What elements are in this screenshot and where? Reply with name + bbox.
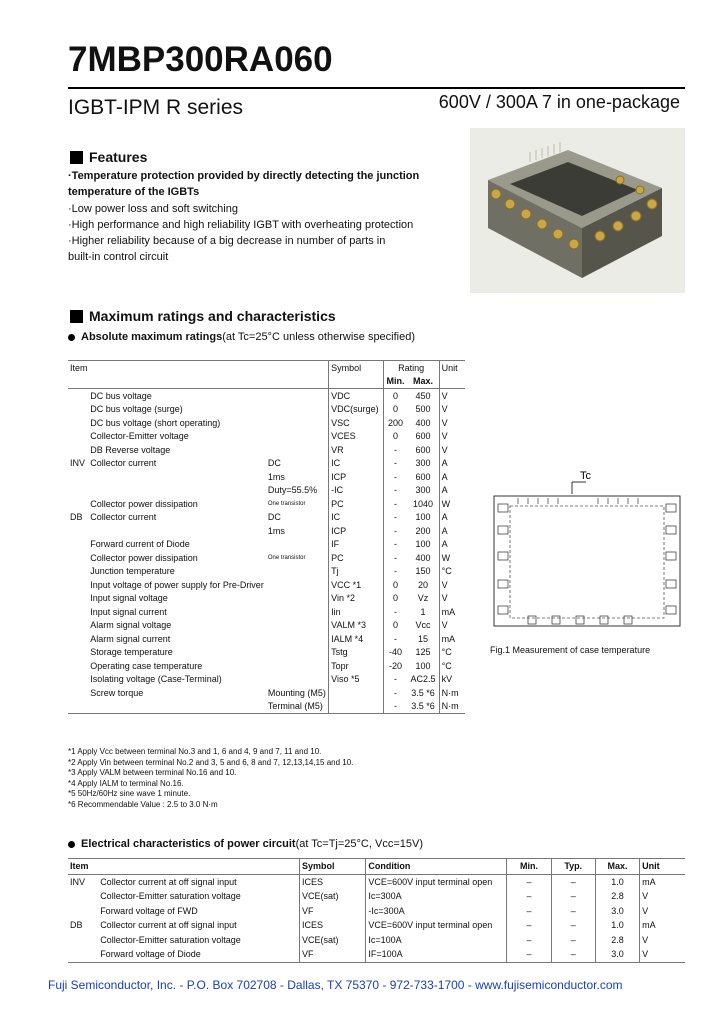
condition-cell: One transistor bbox=[267, 554, 306, 561]
ratings-row bbox=[68, 389, 465, 403]
symbol-cell: VCE(sat) bbox=[299, 933, 365, 948]
ratings-row bbox=[68, 700, 465, 714]
symbol-cell: VF bbox=[299, 904, 365, 919]
group-cell bbox=[68, 497, 88, 511]
max-cell: AC2.5 bbox=[410, 674, 436, 685]
min-cell: - bbox=[383, 470, 407, 484]
unit-cell: N·m bbox=[439, 700, 465, 714]
max-cell: 600 bbox=[415, 471, 431, 482]
symbol-cell: IC bbox=[329, 457, 384, 471]
group-cell bbox=[68, 889, 98, 904]
symbol-cell: VF bbox=[299, 947, 365, 962]
unit-cell: °C bbox=[439, 646, 465, 660]
abs-max-heading-text: Absolute maximum ratings bbox=[81, 331, 223, 343]
abs-max-condition: (at Tc=25°C unless otherwise specified) bbox=[222, 331, 416, 343]
ratings-row bbox=[68, 524, 465, 538]
feature-item: ·High performance and high reliability IGBT with overheating protection bbox=[68, 218, 414, 231]
unit-cell: kV bbox=[439, 673, 465, 687]
symbol-cell: ICP bbox=[329, 470, 384, 484]
max-cell: Vcc bbox=[415, 620, 431, 631]
item-cell: Collector-Emitter saturation voltage bbox=[100, 891, 241, 902]
max-cell: 1 bbox=[420, 606, 426, 617]
max-cell: 3.5 *6 bbox=[411, 701, 435, 712]
max-cell: 3.5 *6 bbox=[411, 687, 435, 698]
col-rating: Rating bbox=[383, 361, 439, 375]
item-cell: Storage temperature bbox=[90, 647, 173, 658]
group-cell bbox=[68, 646, 88, 660]
condition-cell: DC bbox=[267, 458, 281, 469]
condition-cell bbox=[266, 389, 329, 403]
condition-cell bbox=[266, 659, 329, 673]
condition-cell bbox=[266, 430, 329, 444]
col-unit: Unit bbox=[439, 361, 465, 375]
condition-cell bbox=[266, 619, 329, 633]
symbol-cell: VR bbox=[329, 443, 384, 457]
symbol-cell bbox=[329, 686, 384, 700]
item-cell bbox=[88, 700, 266, 714]
group-cell bbox=[68, 443, 88, 457]
min-cell: – bbox=[507, 918, 551, 933]
feature-item: ·Higher reliability because of a big decrease in number of parts in bbox=[68, 235, 386, 248]
abs-max-heading bbox=[68, 331, 415, 343]
col-item: Item bbox=[70, 362, 88, 373]
unit-cell: A bbox=[439, 484, 465, 498]
electrical-row bbox=[68, 889, 685, 904]
max-cell: 450 bbox=[415, 390, 431, 401]
min-cell: 0 bbox=[383, 592, 407, 606]
item-cell: Screw torque bbox=[90, 687, 144, 698]
item-cell bbox=[88, 524, 266, 538]
condition-cell bbox=[266, 578, 329, 592]
ratings-row bbox=[68, 578, 465, 592]
max-cell: 1.0 bbox=[595, 918, 639, 933]
ratings-row bbox=[68, 497, 465, 511]
footnote: *4 Apply IALM to terminal No.16. bbox=[68, 778, 184, 788]
part-number-title: 7MBP300RA060 bbox=[68, 40, 333, 79]
feature-item: ·Low power loss and soft switching bbox=[68, 202, 238, 215]
unit-cell: N·m bbox=[439, 686, 465, 700]
condition-cell: 1ms bbox=[267, 525, 285, 536]
symbol-cell: IF bbox=[329, 538, 384, 552]
condition-cell bbox=[266, 632, 329, 646]
max-cell: Vz bbox=[417, 593, 429, 604]
symbol-cell: Tstg bbox=[329, 646, 384, 660]
col-symbol: Symbol bbox=[299, 859, 365, 875]
unit-cell: mA bbox=[640, 874, 685, 889]
item-cell: Collector-Emitter saturation voltage bbox=[100, 934, 241, 945]
symbol-cell: Iin bbox=[329, 605, 384, 619]
item-cell: Operating case temperature bbox=[90, 660, 203, 671]
min-cell: 200 bbox=[383, 416, 407, 430]
ratings-row bbox=[68, 403, 465, 417]
symbol-cell: VDC(surge) bbox=[329, 403, 384, 417]
group-cell: INV bbox=[70, 876, 86, 887]
min-cell: - bbox=[383, 457, 407, 471]
round-bullet-icon bbox=[68, 334, 75, 341]
ratings-row bbox=[68, 646, 465, 660]
min-cell: - bbox=[383, 511, 407, 525]
unit-cell: V bbox=[439, 619, 465, 633]
group-cell bbox=[68, 403, 88, 417]
max-cell: 125 bbox=[415, 647, 431, 658]
min-cell: – bbox=[507, 947, 551, 962]
symbol-cell: VSC bbox=[329, 416, 384, 430]
typ-cell: – bbox=[551, 918, 595, 933]
condition-cell: Ic=300A bbox=[366, 889, 507, 904]
abs-max-table bbox=[68, 360, 465, 714]
feature-item: built-in control circuit bbox=[68, 251, 169, 264]
max-cell: 300 bbox=[415, 485, 431, 496]
ratings-row bbox=[68, 551, 465, 565]
min-cell: – bbox=[507, 904, 551, 919]
unit-cell: mA bbox=[439, 632, 465, 646]
group-cell bbox=[68, 673, 88, 687]
col-min: Min. bbox=[507, 859, 551, 875]
item-cell: Collector current at off signal input bbox=[100, 920, 237, 931]
unit-cell: W bbox=[439, 551, 465, 565]
ratings-row bbox=[68, 673, 465, 687]
electrical-heading bbox=[68, 838, 423, 850]
ratings-row bbox=[68, 592, 465, 606]
min-cell: - bbox=[383, 565, 407, 579]
electrical-row bbox=[68, 947, 685, 962]
condition-cell bbox=[266, 592, 329, 606]
unit-cell: °C bbox=[439, 659, 465, 673]
item-cell: Input signal current bbox=[90, 606, 167, 617]
ratings-row bbox=[68, 619, 465, 633]
features-list bbox=[68, 168, 428, 266]
col-max: Max. bbox=[413, 376, 434, 387]
group-cell bbox=[68, 947, 98, 962]
min-cell: - bbox=[383, 700, 407, 714]
footnote: *2 Apply Vin between terminal No.2 and 3, 5 and 6, 8 and 7, 12,13,14,15 and 10. bbox=[68, 757, 354, 767]
item-cell: Forward current of Diode bbox=[90, 539, 190, 550]
ratings-row bbox=[68, 511, 465, 525]
unit-cell: V bbox=[439, 430, 465, 444]
max-cell: 3.0 bbox=[595, 947, 639, 962]
max-cell: 150 bbox=[415, 566, 431, 577]
group-cell bbox=[68, 430, 88, 444]
group-cell bbox=[68, 933, 98, 948]
condition-cell bbox=[266, 565, 329, 579]
max-cell: 100 bbox=[415, 512, 431, 523]
max-cell: 400 bbox=[415, 552, 431, 563]
typ-cell: – bbox=[551, 933, 595, 948]
max-cell: 2.8 bbox=[595, 889, 639, 904]
item-cell: DB Reverse voltage bbox=[90, 444, 171, 455]
col-unit: Unit bbox=[640, 859, 685, 875]
condition-cell bbox=[266, 673, 329, 687]
item-cell: Collector current bbox=[90, 512, 157, 523]
item-cell: Input voltage of power supply for Pre-Driver bbox=[90, 579, 264, 590]
min-cell: 0 bbox=[383, 578, 407, 592]
series-label: IGBT-IPM R series bbox=[68, 96, 244, 119]
condition-cell bbox=[266, 538, 329, 552]
symbol-cell: VALM *3 bbox=[329, 619, 384, 633]
group-cell bbox=[68, 686, 88, 700]
max-cell: 400 bbox=[415, 417, 431, 428]
condition-cell: One transistor bbox=[267, 500, 306, 507]
group-cell bbox=[68, 524, 88, 538]
unit-cell: V bbox=[439, 416, 465, 430]
unit-cell: A bbox=[439, 538, 465, 552]
group-cell: INV bbox=[70, 458, 86, 469]
condition-cell: Terminal (M5) bbox=[267, 701, 323, 712]
condition-cell bbox=[266, 443, 329, 457]
col-item: Item bbox=[70, 861, 89, 872]
symbol-cell: ICP bbox=[329, 524, 384, 538]
ratings-row bbox=[68, 659, 465, 673]
min-cell: – bbox=[507, 874, 551, 889]
unit-cell: V bbox=[439, 578, 465, 592]
group-cell bbox=[68, 484, 88, 498]
condition-cell: Duty=55.5% bbox=[267, 485, 318, 496]
condition-cell: Ic=100A bbox=[366, 933, 507, 948]
item-cell: Collector-Emitter voltage bbox=[90, 431, 189, 442]
max-cell: 300 bbox=[415, 458, 431, 469]
ratings-row bbox=[68, 443, 465, 457]
group-cell bbox=[68, 632, 88, 646]
min-cell: - bbox=[383, 551, 407, 565]
group-cell bbox=[68, 565, 88, 579]
col-symbol: Symbol bbox=[329, 361, 384, 375]
round-bullet-icon bbox=[68, 841, 75, 848]
symbol-cell: PC bbox=[329, 497, 384, 511]
max-cell: 1040 bbox=[413, 498, 434, 509]
feature-item: temperature of the IGBTs bbox=[68, 186, 200, 199]
symbol-cell: Viso *5 bbox=[329, 673, 384, 687]
electrical-row bbox=[68, 874, 685, 889]
group-cell bbox=[68, 538, 88, 552]
max-cell: 500 bbox=[415, 404, 431, 415]
min-cell: 0 bbox=[383, 389, 407, 403]
symbol-cell: VCES bbox=[329, 430, 384, 444]
max-ratings-heading bbox=[70, 308, 336, 324]
symbol-cell: VCC *1 bbox=[329, 578, 384, 592]
symbol-cell: Tj bbox=[329, 565, 384, 579]
typ-cell: – bbox=[551, 874, 595, 889]
item-cell bbox=[88, 470, 266, 484]
max-cell: 600 bbox=[415, 431, 431, 442]
unit-cell: V bbox=[640, 904, 685, 919]
condition-cell: IF=100A bbox=[366, 947, 507, 962]
item-cell: Input signal voltage bbox=[90, 593, 168, 604]
ratings-row bbox=[68, 457, 465, 471]
max-cell: 1.0 bbox=[595, 874, 639, 889]
ratings-row bbox=[68, 416, 465, 430]
group-cell bbox=[68, 700, 88, 714]
group-cell bbox=[68, 470, 88, 484]
typ-cell: – bbox=[551, 889, 595, 904]
case-temp-figure bbox=[488, 470, 688, 635]
square-bullet-icon bbox=[70, 310, 83, 323]
ratings-row bbox=[68, 565, 465, 579]
min-cell: - bbox=[383, 673, 407, 687]
footnote: *5 50Hz/60Hz sine wave 1 minute. bbox=[68, 789, 191, 799]
unit-cell: V bbox=[640, 889, 685, 904]
group-cell: DB bbox=[70, 512, 83, 523]
item-cell: Forward voltage of Diode bbox=[100, 949, 201, 960]
ratings-row bbox=[68, 430, 465, 444]
figure-caption: Fig.1 Measurement of case temperature bbox=[490, 645, 651, 655]
col-typ: Typ. bbox=[551, 859, 595, 875]
min-cell: - bbox=[383, 484, 407, 498]
unit-cell: V bbox=[439, 443, 465, 457]
max-cell: 20 bbox=[418, 579, 429, 590]
item-cell: Isolating voltage (Case-Terminal) bbox=[90, 674, 222, 685]
max-cell: 2.8 bbox=[595, 933, 639, 948]
features-heading-text: Features bbox=[89, 149, 148, 165]
group-cell bbox=[68, 619, 88, 633]
item-cell: Alarm signal voltage bbox=[90, 620, 172, 631]
symbol-cell: IALM *4 bbox=[329, 632, 384, 646]
max-cell: 15 bbox=[418, 633, 429, 644]
group-cell bbox=[68, 592, 88, 606]
group-cell bbox=[68, 551, 88, 565]
rating-tagline: 600V / 300A 7 in one-package bbox=[438, 92, 680, 112]
symbol-cell: PC bbox=[329, 551, 384, 565]
min-cell: - bbox=[383, 632, 407, 646]
max-cell: 200 bbox=[415, 525, 431, 536]
ratings-row bbox=[68, 632, 465, 646]
item-cell: Collector current bbox=[90, 458, 157, 469]
min-cell: - bbox=[383, 443, 407, 457]
typ-cell: – bbox=[551, 947, 595, 962]
col-max: Max. bbox=[595, 859, 639, 875]
item-cell bbox=[88, 484, 266, 498]
condition-cell bbox=[266, 403, 329, 417]
max-ratings-heading-text: Maximum ratings and characteristics bbox=[89, 308, 336, 324]
footer-contact: Fuji Semiconductor, Inc. - P.O. Box 702708 - Dallas, TX 75370 - 972-733-1700 - www.fujisemiconductor.com bbox=[48, 978, 623, 992]
min-cell: - bbox=[383, 686, 407, 700]
condition-cell: Mounting (M5) bbox=[267, 687, 326, 698]
min-cell: - bbox=[383, 605, 407, 619]
electrical-row bbox=[68, 918, 685, 933]
symbol-cell: ICES bbox=[299, 874, 365, 889]
footnote: *6 Recommendable Value : 2.5 to 3.0 N·m bbox=[68, 799, 218, 809]
electrical-condition: (at Tc=Tj=25°C, Vcc=15V) bbox=[295, 838, 423, 850]
electrical-row bbox=[68, 933, 685, 948]
module-photo bbox=[470, 128, 685, 293]
symbol-cell bbox=[329, 700, 384, 714]
group-cell bbox=[68, 605, 88, 619]
item-cell: Collector current at off signal input bbox=[100, 876, 237, 887]
square-bullet-icon bbox=[70, 151, 83, 164]
max-cell: 600 bbox=[415, 444, 431, 455]
group-cell bbox=[68, 416, 88, 430]
condition-cell bbox=[266, 416, 329, 430]
electrical-heading-text: Electrical characteristics of power circuit bbox=[81, 838, 296, 850]
unit-cell: °C bbox=[439, 565, 465, 579]
max-cell: 100 bbox=[415, 660, 431, 671]
ratings-row bbox=[68, 538, 465, 552]
item-cell: Junction temperature bbox=[90, 566, 175, 577]
footnote: *3 Apply VALM between terminal No.16 and 10. bbox=[68, 768, 237, 778]
item-cell: Collector power dissipation bbox=[90, 552, 198, 563]
unit-cell: mA bbox=[439, 605, 465, 619]
unit-cell: V bbox=[439, 403, 465, 417]
group-cell bbox=[68, 904, 98, 919]
unit-cell: A bbox=[439, 457, 465, 471]
feature-item: ·Temperature protection provided by directly detecting the junction bbox=[68, 170, 420, 182]
unit-cell: W bbox=[439, 497, 465, 511]
symbol-cell: ICES bbox=[299, 918, 365, 933]
min-cell: - bbox=[383, 497, 407, 511]
ratings-row bbox=[68, 605, 465, 619]
min-cell: - bbox=[383, 524, 407, 538]
unit-cell: V bbox=[439, 389, 465, 403]
ratings-row bbox=[68, 470, 465, 484]
electrical-table bbox=[68, 858, 685, 963]
item-cell: Collector power dissipation bbox=[90, 498, 198, 509]
condition-cell: VCE=600V input terminal open bbox=[366, 874, 507, 889]
col-condition: Condition bbox=[366, 859, 507, 875]
ratings-row bbox=[68, 686, 465, 700]
symbol-cell: VCE(sat) bbox=[299, 889, 365, 904]
min-cell: - bbox=[383, 538, 407, 552]
symbol-cell: VDC bbox=[329, 389, 384, 403]
header-rule bbox=[68, 87, 685, 89]
unit-cell: A bbox=[439, 511, 465, 525]
item-cell: DC bus voltage (surge) bbox=[90, 404, 183, 415]
unit-cell: V bbox=[640, 947, 685, 962]
item-cell: DC bus voltage (short operating) bbox=[90, 417, 221, 428]
condition-cell bbox=[266, 646, 329, 660]
min-cell: 0 bbox=[383, 430, 407, 444]
condition-cell: 1ms bbox=[267, 471, 285, 482]
group-cell bbox=[68, 578, 88, 592]
footnotes bbox=[68, 747, 353, 811]
condition-cell bbox=[266, 605, 329, 619]
condition-cell: VCE=600V input terminal open bbox=[366, 918, 507, 933]
symbol-cell: -IC bbox=[329, 484, 384, 498]
condition-cell: DC bbox=[267, 512, 281, 523]
symbol-cell: IC bbox=[329, 511, 384, 525]
min-cell: -20 bbox=[383, 659, 407, 673]
symbol-cell: Topr bbox=[329, 659, 384, 673]
symbol-cell: Vin *2 bbox=[329, 592, 384, 606]
min-cell: – bbox=[507, 889, 551, 904]
group-cell bbox=[68, 659, 88, 673]
group-cell bbox=[68, 389, 88, 403]
item-cell: Forward voltage of FWD bbox=[100, 905, 198, 916]
max-cell: 3.0 bbox=[595, 904, 639, 919]
unit-cell: V bbox=[640, 933, 685, 948]
footnote: *1 Apply Vcc between terminal No.3 and 1, 6 and 4, 9 and 7, 11 and 10. bbox=[68, 747, 322, 756]
tc-label: Tc bbox=[580, 470, 591, 482]
ratings-row bbox=[68, 484, 465, 498]
min-cell: -40 bbox=[383, 646, 407, 660]
unit-cell: A bbox=[439, 470, 465, 484]
min-cell: – bbox=[507, 933, 551, 948]
unit-cell: A bbox=[439, 524, 465, 538]
unit-cell: V bbox=[439, 592, 465, 606]
unit-cell: mA bbox=[640, 918, 685, 933]
col-min: Min. bbox=[383, 375, 407, 389]
item-cell: DC bus voltage bbox=[90, 390, 152, 401]
min-cell: 0 bbox=[383, 403, 407, 417]
typ-cell: – bbox=[551, 904, 595, 919]
max-cell: 100 bbox=[415, 539, 431, 550]
electrical-row bbox=[68, 904, 685, 919]
condition-cell: -Ic=300A bbox=[366, 904, 507, 919]
min-cell: 0 bbox=[383, 619, 407, 633]
group-cell: DB bbox=[70, 920, 83, 931]
features-heading bbox=[70, 149, 147, 165]
item-cell: Alarm signal current bbox=[90, 633, 171, 644]
